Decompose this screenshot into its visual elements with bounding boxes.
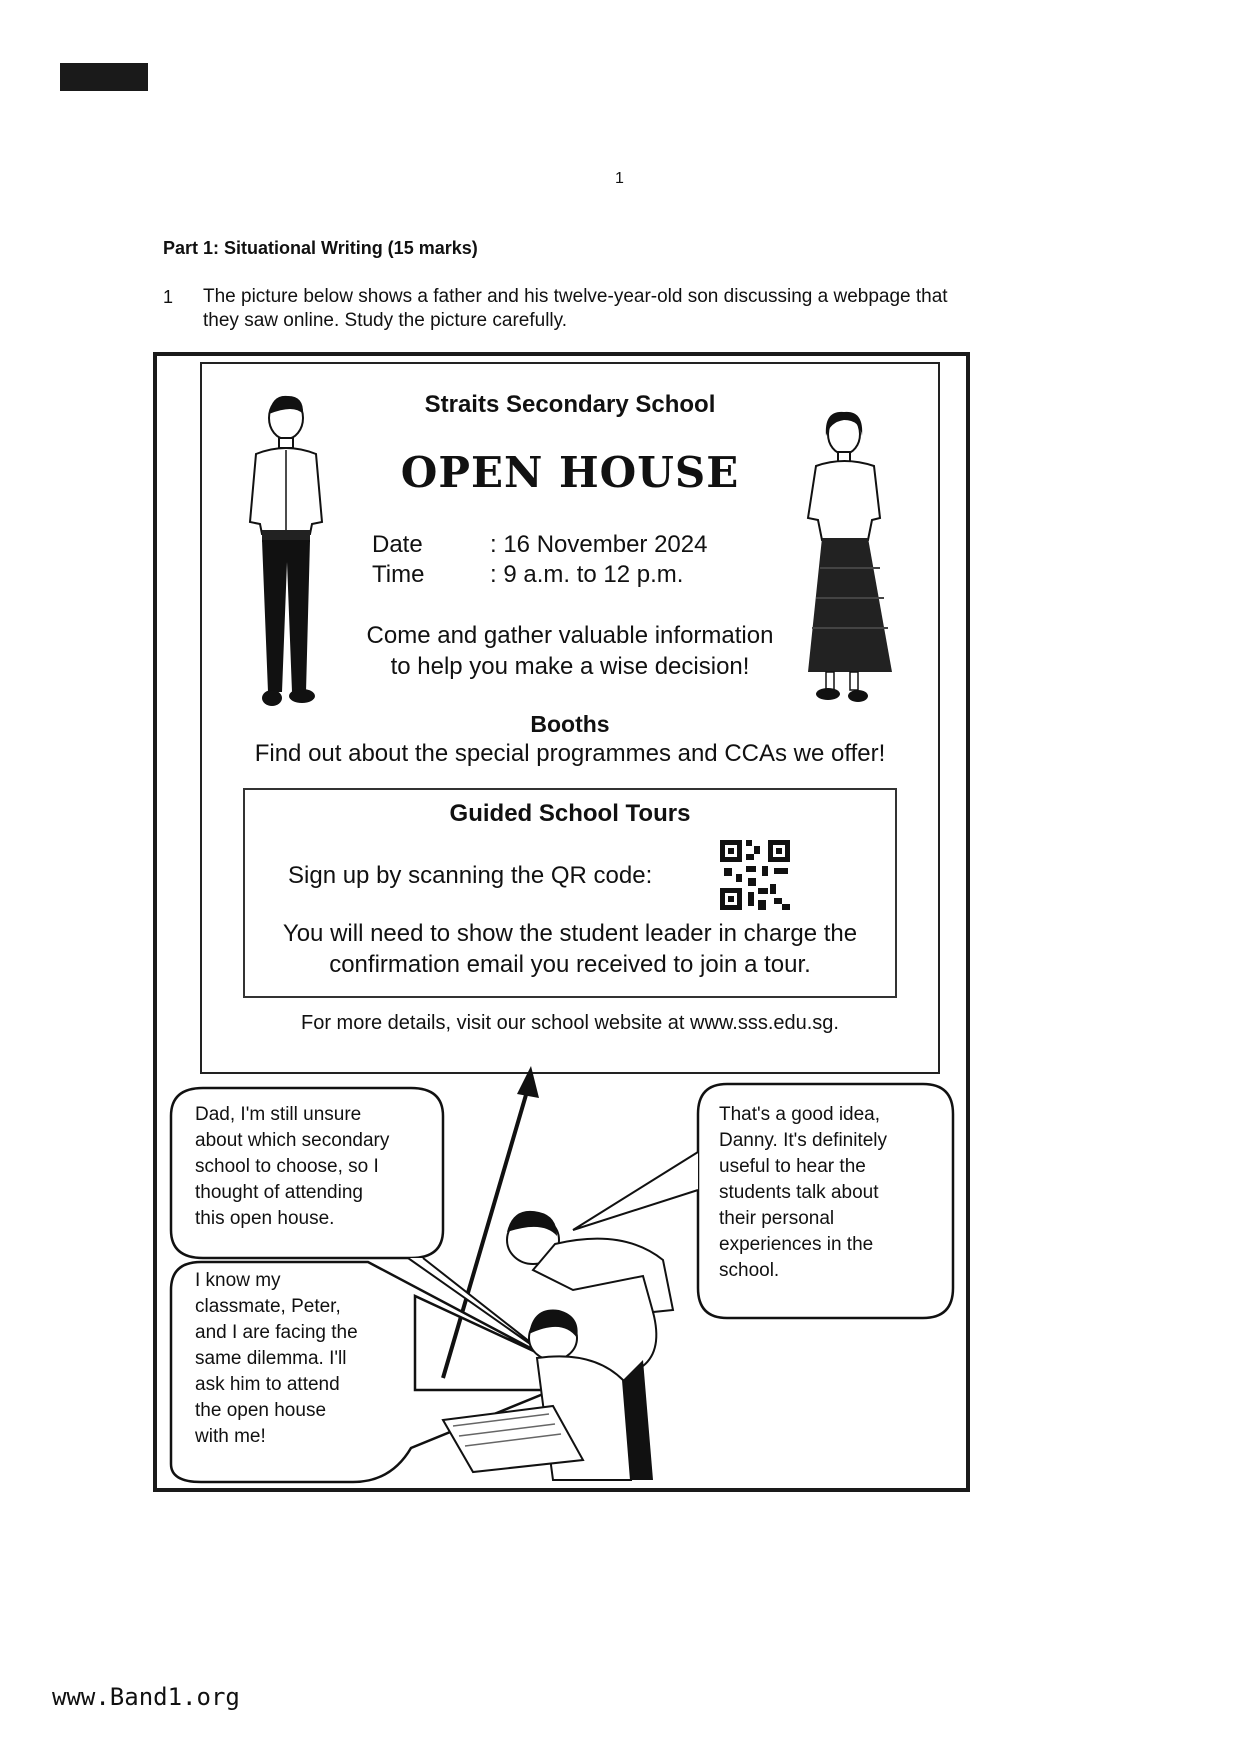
speech-line: with me! — [195, 1426, 266, 1447]
tours-note-line: You will need to show the student leader in charge the — [282, 920, 858, 947]
speech-line: classmate, Peter, — [195, 1296, 341, 1317]
redacted-header-block — [60, 63, 148, 91]
question-number: 1 — [163, 287, 174, 307]
speech-line: thought of attending — [195, 1182, 363, 1203]
speech-line: I know my — [195, 1270, 281, 1291]
tours-heading: Guided School Tours — [449, 800, 691, 827]
time-label: Time — [372, 561, 425, 588]
son-speech-bubble-2 — [195, 1268, 395, 1450]
booths-text: Find out about the special programmes and CCAs we offer! — [254, 740, 886, 767]
booths-heading: Booths — [530, 711, 610, 737]
speech-line: That's a good idea, — [719, 1104, 881, 1125]
speech-line: useful to hear the — [719, 1156, 866, 1177]
signup-text: Sign up by scanning the QR code: — [288, 862, 653, 889]
qr-code-icon[interactable] — [718, 838, 792, 912]
invitation-text — [330, 620, 810, 682]
time-value: : 9 a.m. to 12 p.m. — [490, 561, 684, 588]
invitation-line: Come and gather valuable information — [366, 622, 774, 649]
event-title: OPEN HOUSE — [400, 448, 740, 497]
son-speech-bubble-1 — [195, 1102, 445, 1232]
speech-line: this open house. — [195, 1208, 335, 1229]
father-speech-bubble — [719, 1102, 944, 1284]
footer-url[interactable]: www.Band1.org — [52, 1683, 240, 1711]
date-label: Date — [372, 531, 423, 558]
boy-student-illustration — [232, 392, 336, 712]
speech-line: school. — [719, 1260, 780, 1281]
speech-line: Danny. It's definitely — [719, 1130, 888, 1151]
tours-note-line: confirmation email you received to join a tour. — [329, 951, 811, 978]
speech-line: and I are facing the — [195, 1322, 358, 1343]
question-text: The picture below shows a father and his twelve-year-old son discussing a webpage that they saw online. Study the picture carefully. — [203, 286, 948, 331]
speech-line: same dilemma. I'll — [195, 1348, 347, 1369]
speech-line: experiences in the — [719, 1234, 874, 1255]
website-details: For more details, visit our school website at www.sss.edu.sg. — [301, 1012, 839, 1034]
part-title: Part 1: Situational Writing (15 marks) — [163, 238, 478, 258]
speech-line: about which secondary — [195, 1130, 390, 1151]
date-value: : 16 November 2024 — [490, 531, 708, 558]
speech-line: school to choose, so I — [195, 1156, 379, 1177]
school-name: Straits Secondary School — [424, 391, 716, 418]
speech-line: students talk about — [719, 1182, 879, 1203]
tours-note — [243, 918, 897, 980]
speech-line: ask him to attend — [195, 1374, 340, 1395]
invitation-line: to help you make a wise decision! — [390, 653, 750, 680]
speech-line: Dad, I'm still unsure — [195, 1104, 362, 1125]
speech-line: the open house — [195, 1400, 327, 1421]
page-number: 1 — [615, 170, 624, 187]
speech-line: their personal — [719, 1208, 835, 1229]
